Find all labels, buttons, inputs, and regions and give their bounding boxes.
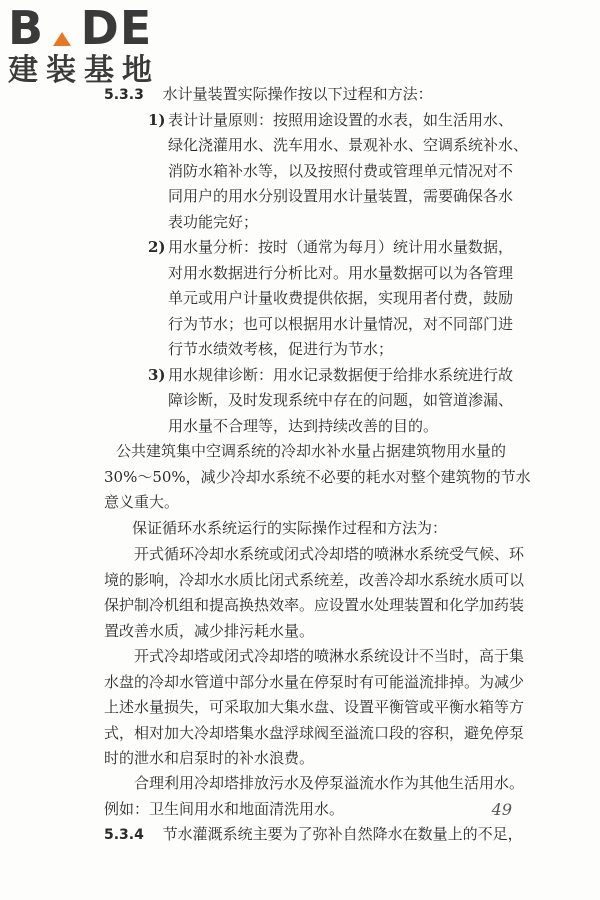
- item-line: 单元或用户计量收费提供依据，实现用者付费，鼓励: [168, 289, 514, 307]
- item-line: 障诊断，及时发现系统中存在的问题，如管道渗漏、: [168, 391, 514, 409]
- para-line: 意义重大。: [104, 493, 180, 511]
- para-line: 保证循环水系统运行的实际操作过程和方法为：: [132, 519, 448, 537]
- para-line: 开式冷却塔或闭式冷却塔的喷淋水系统设计不当时，高于集: [134, 647, 525, 665]
- para-line: 时的泄水和启泵时的补水浪费。: [104, 749, 315, 767]
- logo-subtitle: 建装基地: [8, 53, 160, 88]
- item-line: 行节水绩效考核，促进行为节水；: [168, 340, 394, 358]
- logo-letter-b: B: [8, 1, 45, 55]
- para-line: 境的影响，冷却水水质比闭式系统差，改善冷却水系统水质可以: [104, 570, 525, 589]
- paragraph-spray-system: [104, 644, 536, 772]
- section-5-3-3-heading: [104, 82, 433, 109]
- logo-triangle-icon: [53, 32, 71, 46]
- list-item-1: [148, 108, 538, 236]
- item-line: 对用水数据进行分析比对。用水量数据可以为各管理: [168, 263, 514, 282]
- item-line: 同用户的用水分别设置用水计量装置，需要确保各水: [168, 187, 514, 205]
- item-line: 表功能完好；: [168, 212, 259, 231]
- para-line: 式，相对加大冷却塔集水盘浮球阀至溢流口段的容积，避免停泵: [104, 723, 525, 742]
- paragraph-cooling-water: [104, 439, 536, 516]
- paragraph-open-cooling: [104, 542, 536, 644]
- section-number: 5.3.3: [104, 87, 144, 103]
- item-line: 消防水箱补水等，以及按照付费或管理单元情况对不: [168, 161, 514, 180]
- logo-letters-de: DE: [80, 1, 153, 55]
- para-line: 开式循环冷却水系统或闭式冷却塔的喷淋水系统受气候、环: [134, 545, 525, 563]
- logo-title: [8, 1, 188, 55]
- list-marker: 1): [148, 110, 166, 129]
- paragraph-reuse: [104, 771, 536, 822]
- list-item-3: [148, 363, 538, 440]
- para-line: 置改善水质，减少排污耗水量。: [104, 621, 315, 640]
- para-line: 上述水量损失，可采取加大集水盘、设置平衡管或平衡水箱等方: [104, 698, 525, 716]
- list-item-2: [148, 235, 538, 363]
- section-text: 节水灌溉系统主要为了弥补自然降水在数量上的不足，: [162, 825, 523, 843]
- para-line: 公共建筑集中空调系统的冷却水补水量占据建筑物用水量的: [116, 442, 507, 460]
- para-line: 保护制冷机组和提高换热效率。应设置水处理装置和化学加药装: [104, 596, 525, 614]
- paragraph-methods-intro: [104, 516, 536, 542]
- section-5-3-4-line: [104, 822, 523, 849]
- item-line: 表计计量原则：按照用途设置的水表，如生活用水、: [168, 110, 514, 129]
- para-line: 合理利用冷却塔排放污水及停泵溢流水作为其他生活用水。: [134, 774, 525, 792]
- list-marker: 2): [148, 238, 166, 256]
- section-heading-text: 水计量装置实际操作按以下过程和方法：: [162, 85, 433, 103]
- para-line: 水盘的冷却水管道中部分水量在停泵时有可能溢流排掉。为减少: [104, 672, 525, 691]
- item-line: 行为节水；也可以根据用水计量情况，对不同部门进: [168, 314, 514, 333]
- item-line: 用水量分析：按时（通常为每月）统计用水量数据，: [168, 238, 514, 256]
- page-number: 49: [491, 800, 512, 819]
- item-line: 用水规律诊断：用水记录数据便于给排水系统进行故: [168, 365, 514, 384]
- logo-letter-a: [44, 4, 81, 52]
- list-marker: 3): [148, 365, 166, 384]
- logo: [8, 1, 188, 88]
- item-line: 绿化浇灌用水、洗车用水、景观补水、空调系统补水、: [168, 136, 529, 154]
- section-number: 5.3.4: [104, 827, 144, 843]
- para-line: 例如：卫生间用水和地面清洗用水。: [104, 799, 345, 818]
- para-line: 30%～50%，减少冷却水系统不必要的耗水对整个建筑物的节水: [104, 467, 531, 486]
- item-line: 用水量不合理等，达到持续改善的目的。: [168, 416, 439, 435]
